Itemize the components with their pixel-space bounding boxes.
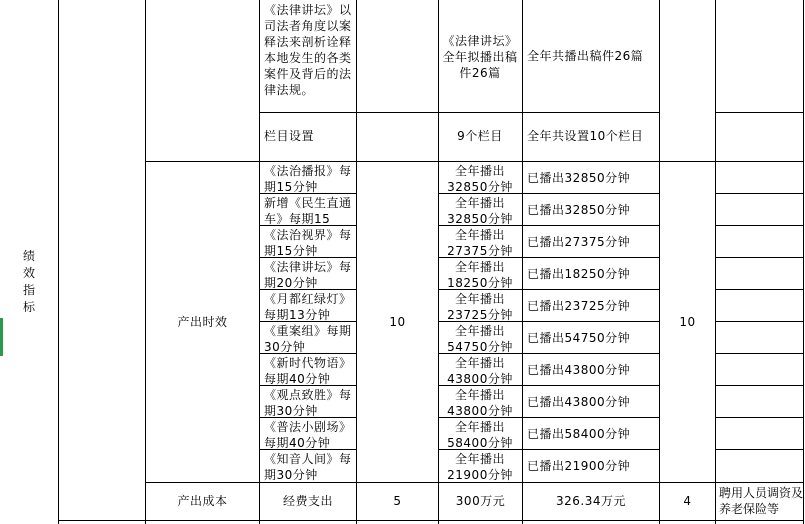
grid-line <box>145 0 146 524</box>
program-actual: 全年共播出稿件26篇 <box>527 49 644 63</box>
grid-line <box>438 112 659 113</box>
program-name: 《月都红绿灯》每期13分钟 <box>264 292 352 322</box>
grid-line <box>58 520 803 521</box>
program-actual-minutes: 已播出43800分钟 <box>527 363 631 377</box>
column-setting-plan: 9个栏目 <box>457 129 503 143</box>
output-time-weight: 10 <box>389 315 406 329</box>
output-cost-weight: 5 <box>393 494 402 508</box>
program-plan-minutes: 全年播出54750分钟 <box>447 324 513 354</box>
grid-line <box>715 417 803 418</box>
grid-line <box>715 225 803 226</box>
section-label: 绩效指标 <box>22 249 35 314</box>
output-cost-score: 4 <box>683 494 692 508</box>
program-actual-minutes: 已播出58400分钟 <box>527 427 631 441</box>
program-plan-minutes: 全年播出43800分钟 <box>447 388 513 418</box>
output-time-score: 10 <box>679 315 696 329</box>
program-plan-minutes: 全年播出32850分钟 <box>447 164 513 194</box>
output-cost-plan: 300万元 <box>455 494 506 508</box>
program-name: 《法治视界》每期15分钟 <box>264 228 352 258</box>
program-name: 新增《民生直通车》每期15 <box>264 196 352 226</box>
program-name: 《法治播报》每期15分钟 <box>264 164 352 194</box>
program-actual-minutes: 已播出32850分钟 <box>527 203 631 217</box>
grid-line <box>715 321 803 322</box>
program-name: 《观点致胜》每期30分钟 <box>264 388 352 418</box>
program-actual-minutes: 已播出32850分钟 <box>527 171 631 185</box>
grid-line <box>438 0 439 524</box>
output-cost-item: 经费支出 <box>282 494 333 508</box>
grid-line <box>715 289 803 290</box>
program-plan-minutes: 全年播出58400分钟 <box>447 420 513 450</box>
column-setting-actual: 全年共设置10个栏目 <box>527 129 644 143</box>
output-cost-label: 产出成本 <box>177 494 228 508</box>
program-actual-minutes: 已播出54750分钟 <box>527 331 631 345</box>
program-actual-minutes: 已播出27375分钟 <box>527 235 631 249</box>
program-actual-minutes: 已播出18250分钟 <box>527 267 631 281</box>
program-actual-minutes: 已播出23725分钟 <box>527 299 631 313</box>
grid-line <box>259 112 438 113</box>
program-actual-minutes: 已播出43800分钟 <box>527 395 631 409</box>
program-plan-minutes: 全年播出18250分钟 <box>447 260 513 290</box>
grid-line <box>522 0 523 524</box>
grid-line <box>715 385 803 386</box>
grid-line <box>715 257 803 258</box>
grid-line <box>715 449 803 450</box>
grid-line <box>58 0 59 524</box>
grid-line <box>715 193 803 194</box>
output-cost-actual: 326.34万元 <box>556 494 626 508</box>
program-name: 《新时代物语》每期40分钟 <box>264 356 352 386</box>
program-plan: 《法律讲坛》全年拟播出稿件26篇 <box>442 34 518 80</box>
program-name: 《普法小剧场》每期40分钟 <box>264 420 352 450</box>
grid-line <box>659 0 660 524</box>
program-name: 《法律讲坛》每期20分钟 <box>264 260 352 290</box>
program-plan-minutes: 全年播出32850分钟 <box>447 196 513 226</box>
grid-line <box>715 112 803 113</box>
program-plan-minutes: 全年播出23725分钟 <box>447 292 513 322</box>
program-name: 《重案组》每期30分钟 <box>264 324 352 354</box>
program-description: 《法律讲坛》以司法者角度以案释法来剖析诠释本地发生的各类案件及背后的法律法规。 <box>264 3 352 97</box>
output-time-label: 产出时效 <box>177 315 228 329</box>
grid-line <box>356 0 357 524</box>
program-name: 《知音人间》每期30分钟 <box>264 452 352 482</box>
grid-line <box>715 353 803 354</box>
program-actual-minutes: 已播出21900分钟 <box>527 459 631 473</box>
program-plan-minutes: 全年播出43800分钟 <box>447 356 513 386</box>
output-cost-note: 聘用人员调资及养老保险等 <box>719 486 803 516</box>
row-selection-indicator <box>0 318 3 356</box>
program-plan-minutes: 全年播出21900分钟 <box>447 452 513 482</box>
grid-line <box>803 0 804 524</box>
grid-line <box>259 0 260 524</box>
column-setting-label: 栏目设置 <box>264 129 315 143</box>
grid-line <box>715 0 716 524</box>
grid-line <box>145 161 803 162</box>
program-plan-minutes: 全年播出27375分钟 <box>447 228 513 258</box>
